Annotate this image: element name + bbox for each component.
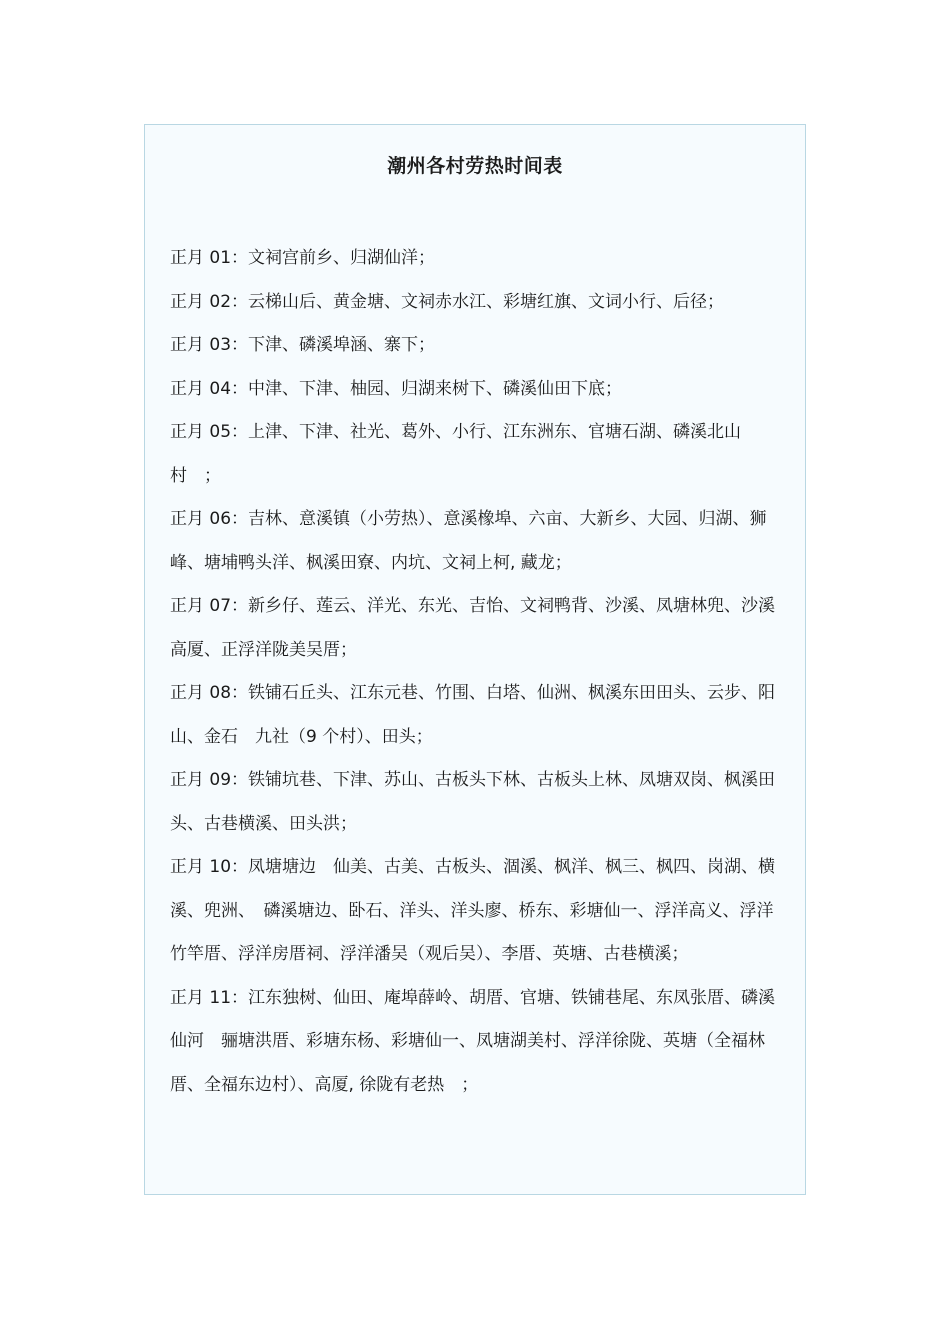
schedule-entry-10: 正月 10：凤塘塘边 仙美、古美、古板头、涸溪、枫洋、枫三、枫四、岗湖、横溪、兜洲、 磷溪塘边、卧石、洋头、洋头廖、桥东、彩塘仙一、浮洋高义、浮洋竹竿厝、浮洋房厝祠、浮洋潘吴（观后吴）、李厝、英塘、古巷横溪； [170, 857, 776, 964]
document-title: 潮州各村劳热时间表 [387, 155, 563, 177]
schedule-entry-09: 正月 09：铁铺坑巷、下津、苏山、古板头下林、古板头上林、凤塘双岗、枫溪田头、古巷横溪、田头洪； [170, 770, 776, 834]
schedule-entry-06: 正月 06：吉林、意溪镇（小劳热）、意溪橡埠、六亩、大新乡、大园、归湖、狮峰、塘埔鸭头洋、枫溪田寮、内坑、文祠上柯, 藏龙； [170, 509, 767, 573]
schedule-entry-08: 正月 08：铁铺石丘头、江东元巷、竹围、白塔、仙洲、枫溪东田田头、云步、阳山、金石 九社（9 个村）、田头； [170, 683, 776, 747]
entry-list [170, 237, 779, 1107]
schedule-entry-03: 正月 03：下津、磷溪埠涵、寨下； [170, 335, 436, 355]
schedule-entry-07: 正月 07：新乡仔、莲云、洋光、东光、吉怡、文祠鸭背、沙溪、凤塘林兜、沙溪高厦、正浮洋陇美吴厝； [170, 596, 776, 660]
schedule-entry-05: 正月 05：上津、下津、社光、葛外、小行、江东洲东、官塘石湖、磷溪北山村 ； [170, 422, 742, 486]
schedule-entry-01: 正月 01：文祠宫前乡、归湖仙洋； [170, 248, 436, 268]
schedule-entry-04: 正月 04：中津、下津、柚园、归湖来树下、磷溪仙田下底； [170, 378, 623, 399]
schedule-entry-02: 正月 02：云梯山后、黄金塘、文祠赤水江、彩塘红旗、文词小行、后径； [170, 291, 725, 312]
document-card [144, 124, 806, 1195]
schedule-entry-11: 正月 11：江东独树、仙田、庵埠薛岭、胡厝、官塘、铁铺巷尾、东凤张厝、磷溪仙河 骊塘洪厝、彩塘东杨、彩塘仙一、凤塘湖美村、浮洋徐陇、英塘（全福林厝、全福东边村）、高厦, 徐陇有老热 ； [170, 987, 776, 1095]
